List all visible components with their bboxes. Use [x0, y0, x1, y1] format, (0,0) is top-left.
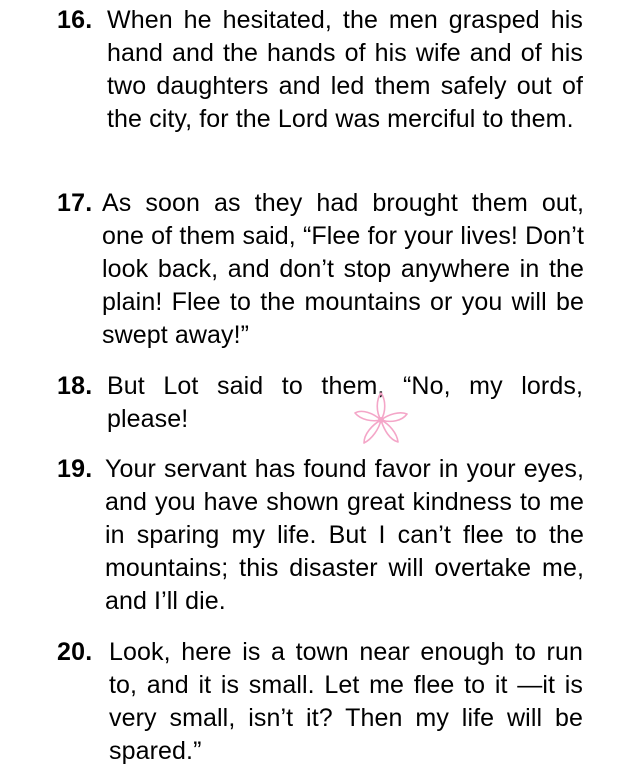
- verse-text: Your servant has found favor in your eyes, and you have shown great kindness to me in sparing my life. But I can’t flee to the mountains; this disaster will overtake me, and I’ll die.: [105, 455, 584, 615]
- verse-number: 16.: [57, 6, 93, 34]
- verse-text: Look, here is a town near enough to run to, and it is small. Let me flee to it —it is very small, isn’t it? Then my life will be spared.”: [109, 638, 583, 765]
- flower-icon: [352, 390, 410, 450]
- verse-number: 17.: [57, 189, 93, 217]
- verse-text: But Lot said to them, “No, my lords, please!: [107, 372, 583, 433]
- verse-text: As soon as they had brought them out, one of them said, “Flee for your lives! Don’t look back, and don’t stop anywhere in the plain! Flee to the mountains or you will be swept away!”: [102, 189, 584, 349]
- verse-number: 18.: [57, 372, 93, 400]
- verse-number: 20.: [57, 638, 93, 666]
- verse-number: 19.: [57, 455, 93, 483]
- verse-text: When he hesitated, the men grasped his hand and the hands of his wife and of his two daughters and led them safely out of the city, for the Lord was merciful to them.: [107, 6, 583, 133]
